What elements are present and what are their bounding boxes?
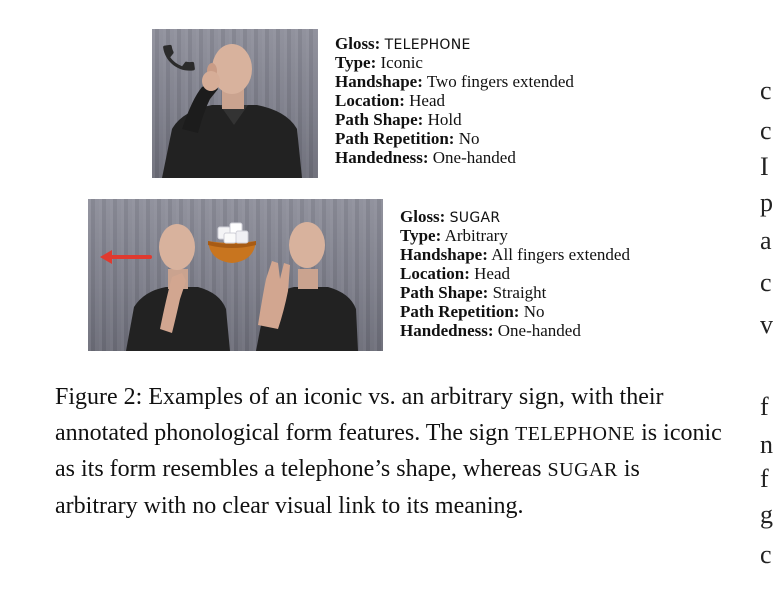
gloss-value: SUGAR — [449, 210, 501, 226]
gloss-label: Gloss: — [400, 207, 446, 226]
caption-text: is arbitrary with no clear visual link to its meaning. — [55, 456, 640, 519]
path-shape-label: Path Shape: — [335, 110, 424, 129]
gloss-value: TELEPHONE — [384, 37, 471, 53]
feature-handedness — [400, 321, 630, 340]
right-column-char: v — [760, 310, 773, 339]
path-repetition-label: Path Repetition: — [400, 302, 520, 321]
location-label: Location: — [400, 264, 470, 283]
sugar-features — [400, 207, 630, 340]
handshape-value: Two fingers extended — [426, 72, 574, 91]
gloss-label: Gloss: — [335, 34, 381, 53]
handshape-label: Handshape: — [335, 72, 423, 91]
feature-handedness — [335, 148, 574, 167]
feature-gloss — [335, 34, 574, 53]
feature-path-repetition — [400, 302, 630, 321]
handshape-label: Handshape: — [400, 245, 488, 264]
location-label: Location: — [335, 91, 405, 110]
handedness-value: One-handed — [497, 321, 581, 340]
right-column-char: n — [760, 430, 773, 459]
type-value: Iconic — [380, 53, 423, 72]
handedness-label: Handedness: — [400, 321, 494, 340]
path-shape-value: Hold — [427, 110, 462, 129]
path-repetition-value: No — [523, 302, 545, 321]
sugar-sign-photo — [88, 199, 383, 351]
path-shape-value: Straight — [492, 283, 547, 302]
type-label: Type: — [400, 226, 442, 245]
right-column-char: I — [760, 152, 769, 181]
caption-text: Figure 2: Examples of an iconic vs. an arbitrary sign, with their annotated phonological form features. The sign — [55, 384, 664, 446]
feature-gloss — [400, 207, 630, 226]
handshape-value: All fingers extended — [491, 245, 630, 264]
path-shape-label: Path Shape: — [400, 283, 489, 302]
right-column-char: a — [760, 226, 772, 255]
handedness-label: Handedness: — [335, 148, 429, 167]
right-column-char: c — [760, 76, 772, 105]
right-column-char: g — [760, 500, 773, 529]
right-column-char: p — [760, 188, 773, 217]
telephone-icon — [160, 39, 198, 77]
right-column-char: f — [760, 464, 769, 493]
caption-gloss-telephone: TELEPHONE — [515, 422, 636, 445]
caption-gloss-sugar: SUGAR — [547, 459, 618, 481]
figure-caption — [55, 380, 725, 524]
feature-handshape — [400, 245, 630, 264]
arrow-left-icon — [98, 247, 152, 267]
feature-type — [400, 226, 630, 245]
feature-type — [335, 53, 574, 72]
handedness-value: One-handed — [432, 148, 516, 167]
caption-text: is iconic as its form resembles a telephone’s shape, whereas — [55, 419, 722, 482]
right-column-char: c — [760, 540, 772, 569]
type-label: Type: — [335, 53, 377, 72]
feature-handshape — [335, 72, 574, 91]
right-column-char: c — [760, 116, 772, 145]
right-column-char: f — [760, 392, 769, 421]
right-column-char: c — [760, 268, 772, 297]
location-value: Head — [409, 91, 446, 110]
feature-location — [400, 264, 630, 283]
feature-path-shape — [400, 283, 630, 302]
telephone-sign-photo — [152, 29, 318, 178]
feature-path-shape — [335, 110, 574, 129]
path-repetition-label: Path Repetition: — [335, 129, 455, 148]
feature-location — [335, 91, 574, 110]
location-value: Head — [474, 264, 511, 283]
feature-path-repetition — [335, 129, 574, 148]
telephone-features — [335, 34, 574, 167]
sugar-bowl-icon — [204, 217, 260, 265]
type-value: Arbitrary — [444, 226, 508, 245]
path-repetition-value: No — [458, 129, 480, 148]
